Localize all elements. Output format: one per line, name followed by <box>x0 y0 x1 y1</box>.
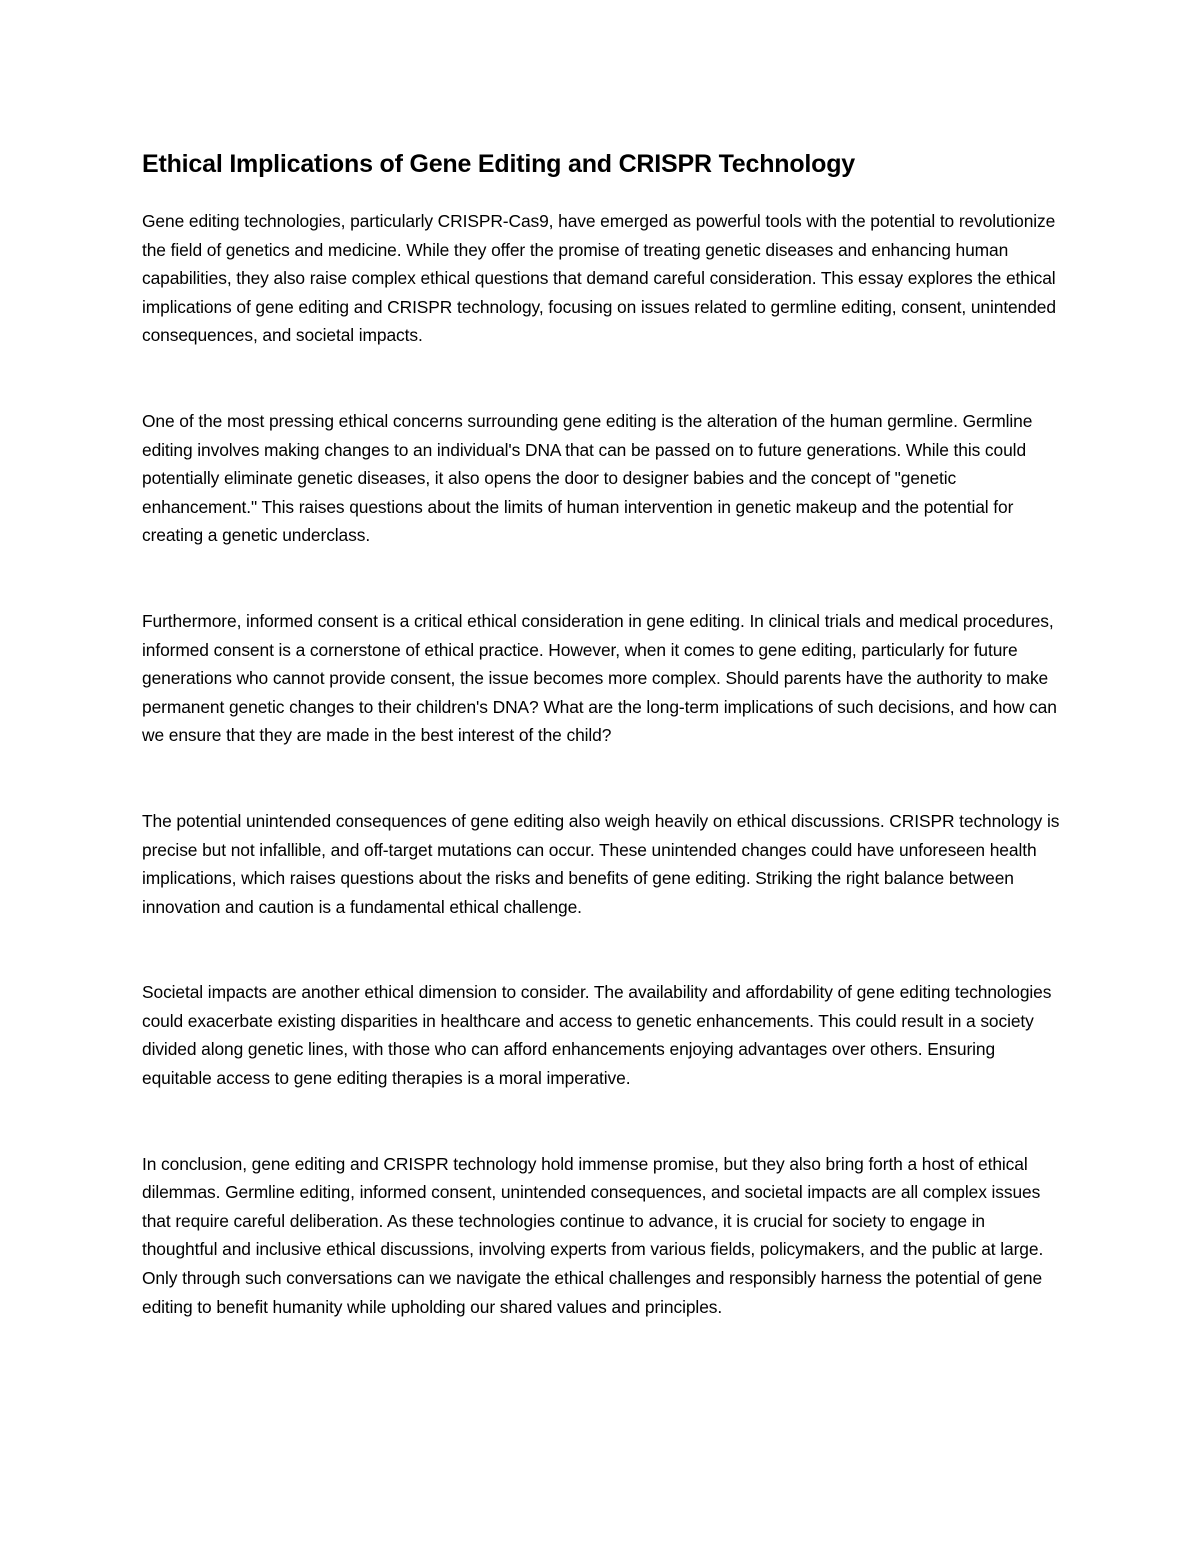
document-body <box>142 145 1062 1321</box>
paragraph-informed-consent: Furthermore, informed consent is a critical ethical consideration in gene editing. In clinical trials and medical procedures, informed consent is a cornerstone of ethical practice. However, when it comes to gene editing, particularly for future generations who cannot provide consent, the issue becomes more complex. Should parents have the authority to make permanent genetic changes to their children's DNA? What are the long-term implications of such decisions, and how can we ensure that they are made in the best interest of the child? <box>142 610 1057 746</box>
paragraph-introduction: Gene editing technologies, particularly CRISPR-Cas9, have emerged as powerful tools with the potential to revolutionize the field of genetics and medicine. While they offer the promise of treating genetic diseases and enhancing human capabilities, they also raise complex ethical questions that demand careful consideration. This essay explores the ethical implications of gene editing and CRISPR technology, focusing on issues related to germline editing, consent, unintended consequences, and societal impacts. <box>142 211 1056 346</box>
paragraph-conclusion: In conclusion, gene editing and CRISPR technology hold immense promise, but they also bring forth a host of ethical dilemmas. Germline editing, informed consent, unintended consequences, and societal impacts are all complex issues that require careful deliberation. As these technologies continue to advance, it is crucial for society to engage in thoughtful and inclusive ethical discussions, involving experts from various fields, policymakers, and the public at large. Only through such conversations can we navigate the ethical challenges and responsibly harness the potential of gene editing to benefit humanity while upholding our shared values and principles. <box>142 1153 1044 1317</box>
paragraph-unintended-consequences: The potential unintended consequences of gene editing also weigh heavily on ethical discussions. CRISPR technology is precise but not infallible, and off-target mutations can occur. These unintended changes could have unforeseen health implications, which raises questions about the risks and benefits of gene editing. Striking the right balance between innovation and caution is a fundamental ethical challenge. <box>142 810 1060 917</box>
document-title: Ethical Implications of Gene Editing and CRISPR Technology <box>142 150 856 178</box>
paragraph-germline-editing: One of the most pressing ethical concerns surrounding gene editing is the alteration of the human germline. Germline editing involves making changes to an individual's DNA that can be passed on to future generations. While this could potentially eliminate genetic diseases, it also opens the door to designer babies and the concept of "genetic enhancement." This raises questions about the limits of human intervention in genetic makeup and the potential for creating a genetic underclass. <box>142 410 1033 546</box>
paragraph-societal-impacts: Societal impacts are another ethical dimension to consider. The availability and affordability of gene editing technologies could exacerbate existing disparities in healthcare and access to genetic enhancements. This could result in a society divided along genetic lines, with those who can afford enhancements enjoying advantages over others. Ensuring equitable access to gene editing therapies is a moral imperative. <box>142 982 1052 1089</box>
